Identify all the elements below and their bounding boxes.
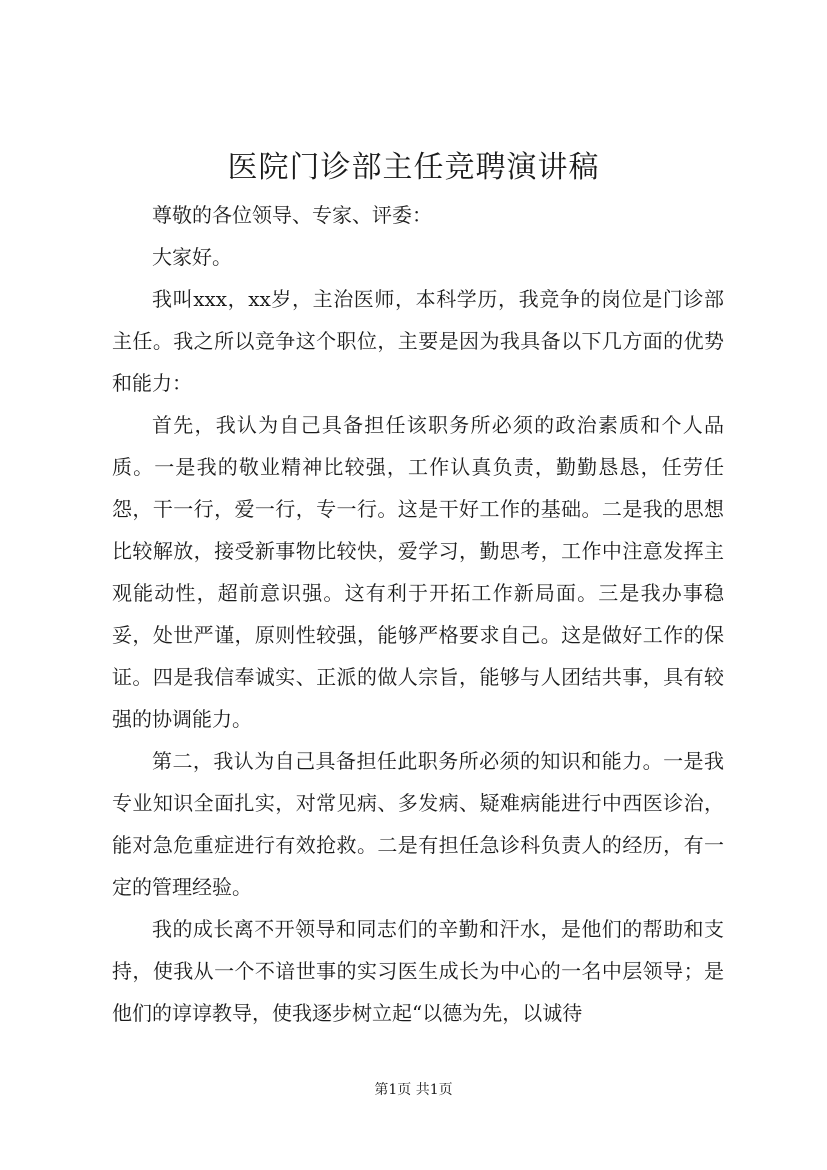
page-number-footer: 第1页 共1页: [374, 1082, 453, 1098]
document-title: 医院门诊部主任竞聘演讲稿: [227, 150, 600, 185]
greeting-paragraph: 大家好。: [152, 245, 232, 269]
second-qualification-paragraph: 第二，我认为自己具备担任此职务所必须的知识和能力。一是我专业知识全面扎实，对常见病、多发病、疑难病能进行中西医诊治，能对急危重症进行有效抢救。二是有担任急诊科负责人的经历，有一定的管理经验。: [112, 749, 724, 899]
gratitude-paragraph: 我的成长离不开领导和同志们的辛勤和汗水，是他们的帮助和支持，使我从一个不谙世事的实习医生成长为中心的一名中层领导；是他们的谆谆教导，使我逐步树立起“以德为先，以诚待: [112, 917, 724, 1025]
document-body: [112, 194, 724, 1034]
introduction-paragraph: 我叫xxx，xx岁，主治医师，本科学历，我竞争的岗位是门诊部主任。我之所以竞争这个职位，主要是因为我具备以下几方面的优势和能力：: [112, 287, 724, 395]
salutation-paragraph: 尊敬的各位领导、专家、评委：: [152, 203, 432, 227]
first-qualification-paragraph: 首先，我认为自己具备担任该职务所必须的政治素质和个人品质。一是我的敬业精神比较强，工作认真负责，勤勤恳恳，任劳任怨，干一行，爱一行，专一行。这是干好工作的基础。二是我的思想比较解放，接受新事物比较快，爱学习，勤思考，工作中注意发挥主观能动性，超前意识强。这有利于开拓工作新局面。三是我办事稳妥，处世严谨，原则性较强，能够严格要求自己。这是做好工作的保证。四是我信奉诚实、正派的做人宗旨，能够与人团结共事，具有较强的协调能力。: [112, 413, 724, 731]
